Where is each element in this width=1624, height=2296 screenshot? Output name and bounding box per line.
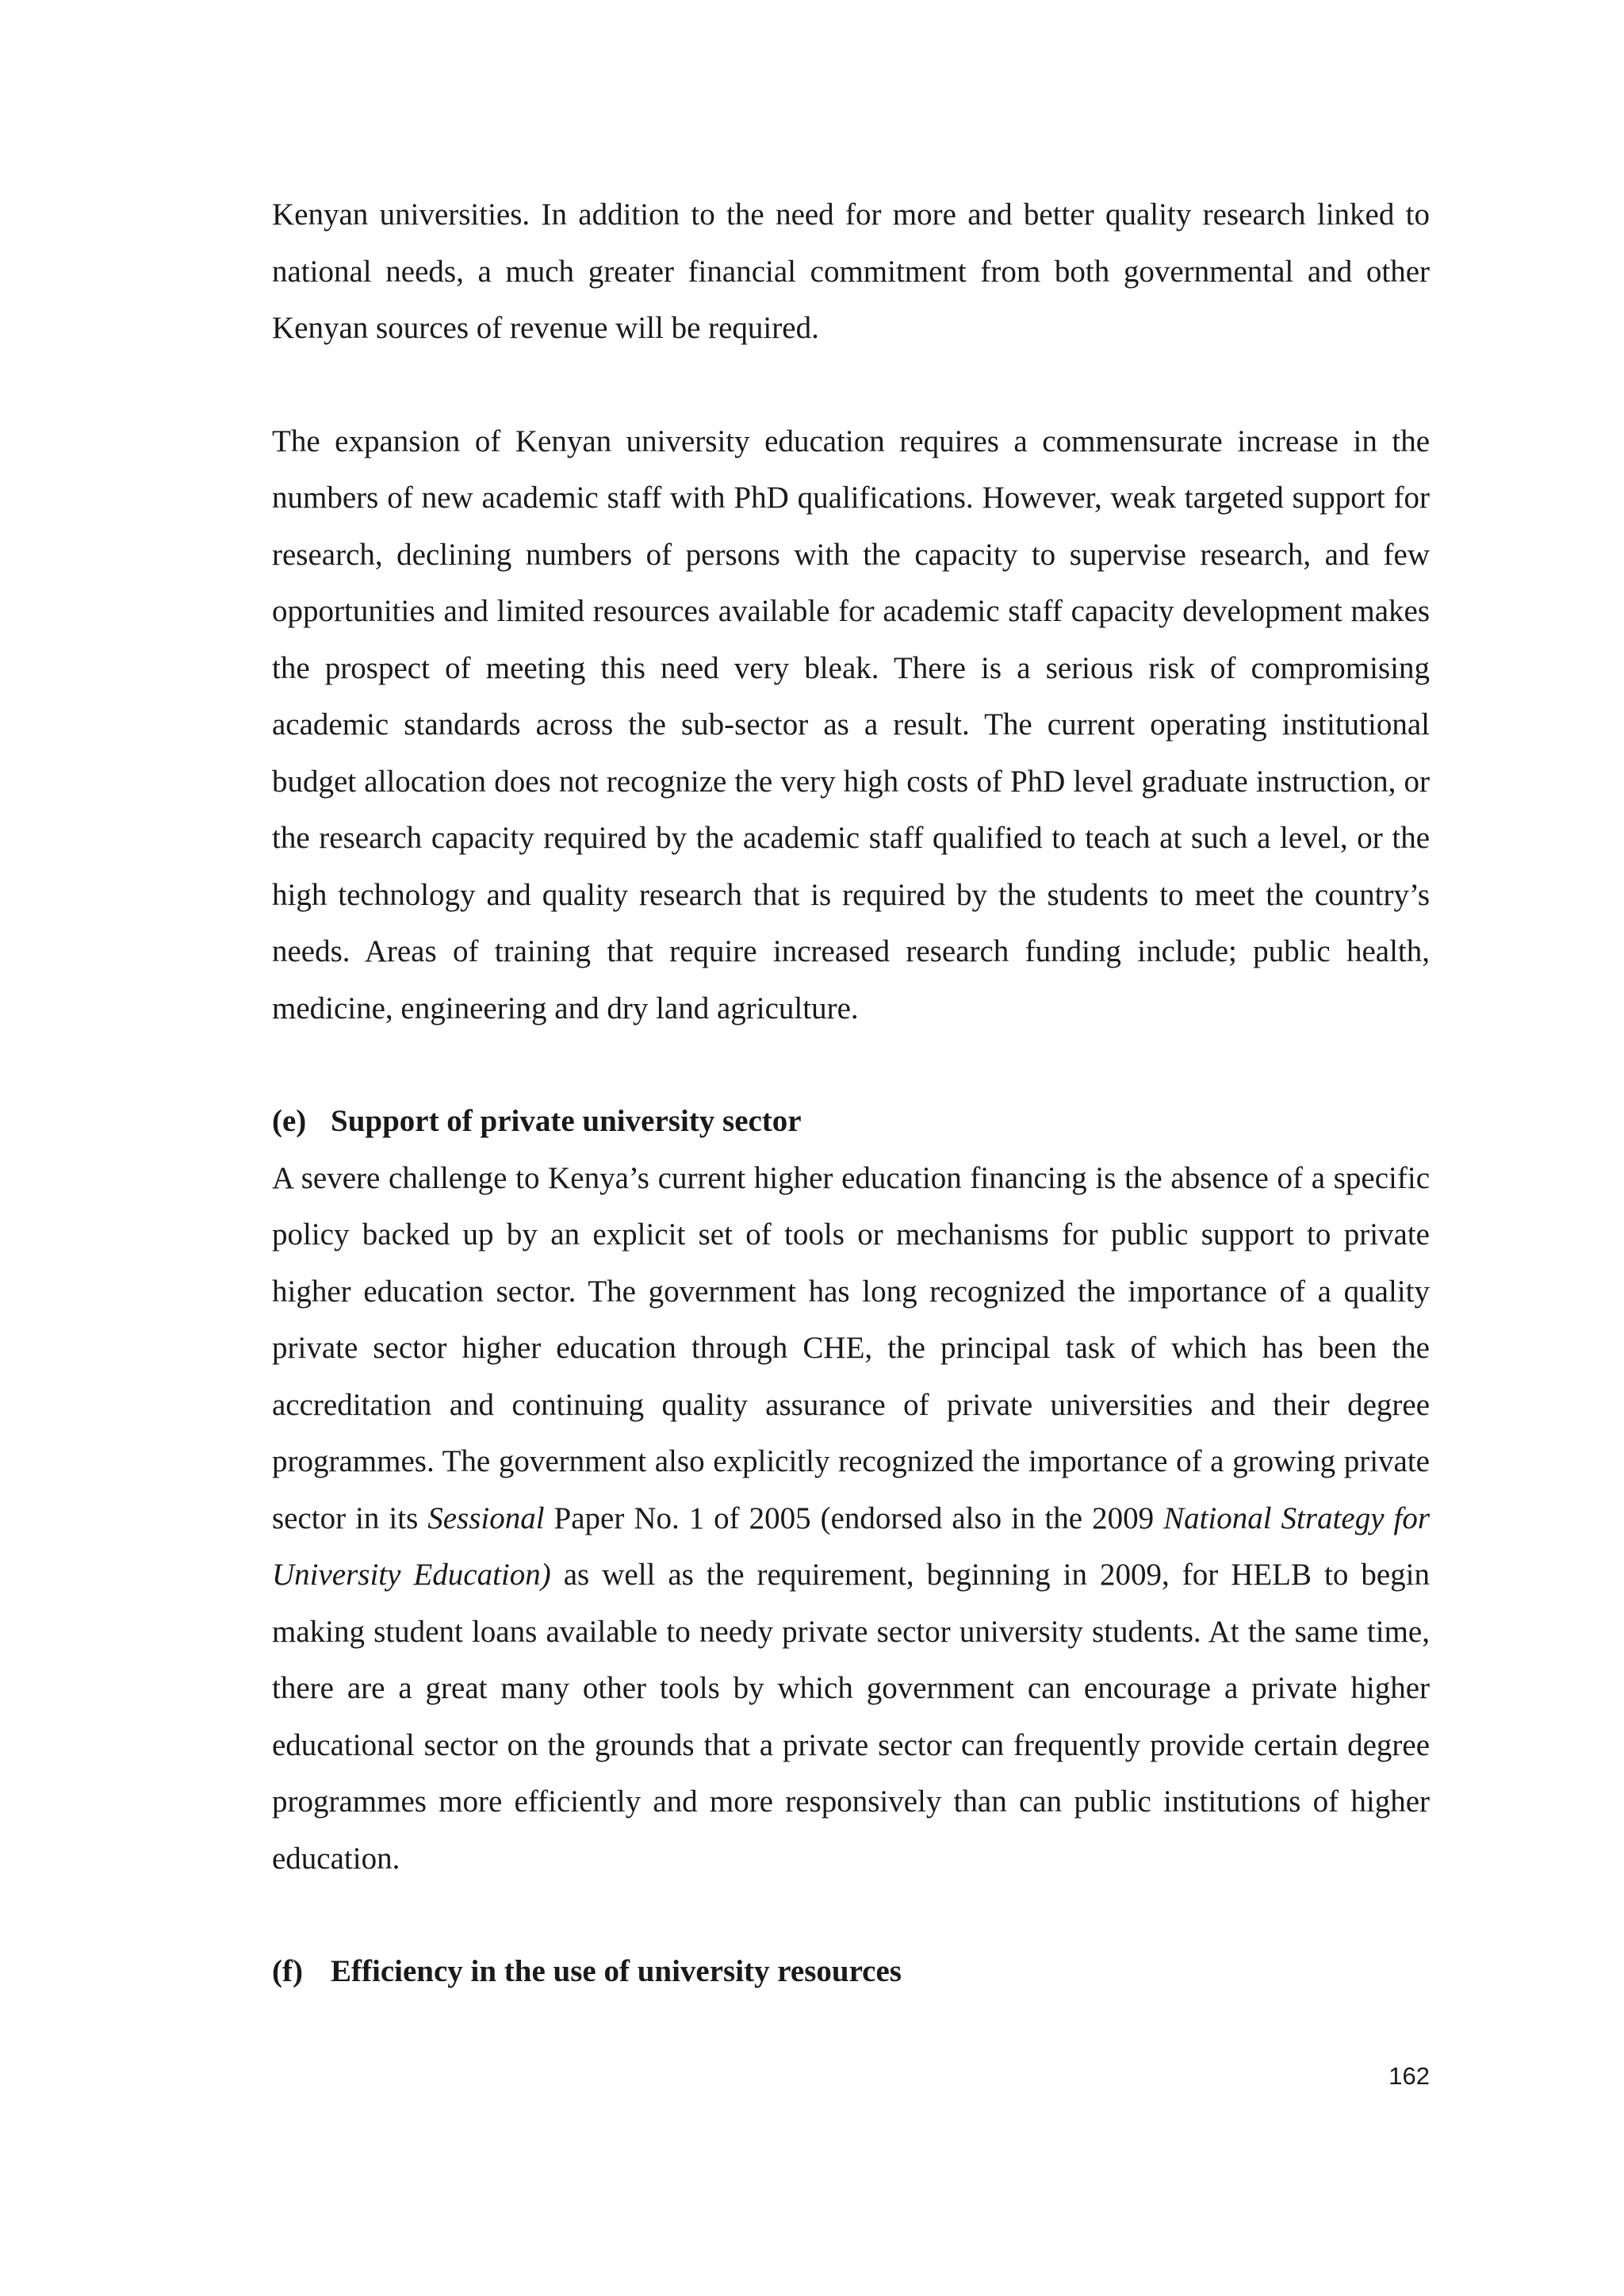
section-number-f: (f) [272, 1954, 303, 1988]
italic-national-strategy: National Strategy for University Education) [272, 1501, 1431, 1592]
paragraph-spacer [272, 357, 1430, 413]
italic-sessional: Sessional [427, 1501, 545, 1535]
section-title-e: Support of private university sector [331, 1104, 802, 1138]
paragraph-spacer [272, 1037, 1430, 1093]
paragraph-private-sector [272, 1150, 1430, 1888]
document-page [272, 186, 1430, 2000]
paragraph-text-run: as well as the requirement, beginning in 2009, for HELB to begin making student loans available to needy private sector university students. At the same time, there are a great many other tools by which government can encourage a private higher educational sector on the grounds that a private sector can frequently provide certain degree programmes more efficiently and more responsively than can public institutions of higher education. [272, 1558, 1430, 1876]
page-number: 162 [1388, 2062, 1430, 2090]
paragraph-text-run: Paper No. 1 of 2005 (endorsed also in the 2009 [544, 1501, 1164, 1535]
section-number-e: (e) [272, 1104, 307, 1138]
paragraph-text-run: A severe challenge to Kenya’s current higher education financing is the absence of a specific policy backed up by an explicit set of tools or mechanisms for public support to private higher education sector. The government has long recognized the importance of a quality private sector higher education through CHE, the principal task of which has been the accreditation and continuing quality assurance of private universities and their degree programmes. The government also explicitly recognized the importance of a growing private sector in its [272, 1160, 1430, 1535]
paragraph-academic-staff: The expansion of Kenyan university education requires a commensurate increase in the numbers of new academic staff with PhD qualifications. However, weak targeted support for research, declining numbers of persons with the capacity to supervise research, and few opportunities and limited resources available for academic staff capacity development makes the prospect of meeting this need very bleak. There is a serious risk of compromising academic standards across the sub-sector as a result. The current operating institutional budget allocation does not recognize the very high costs of PhD level graduate instruction, or the research capacity required by the academic staff qualified to teach at such a level, or the high technology and quality research that is required by the students to meet the country’s needs. Areas of training that require increased research funding include; public health, medicine, engineering and dry land agriculture. [272, 424, 1430, 1025]
section-heading-e [272, 1093, 1430, 1150]
section-title-f: Efficiency in the use of university resources [331, 1954, 902, 1988]
section-heading-f [272, 1943, 1430, 2000]
paragraph-spacer [272, 1887, 1430, 1943]
paragraph-research-funding: Kenyan universities. In addition to the need for more and better quality research linked to national needs, a much greater financial commitment from both governmental and other Kenyan sources of revenue will be required. [272, 197, 1430, 345]
